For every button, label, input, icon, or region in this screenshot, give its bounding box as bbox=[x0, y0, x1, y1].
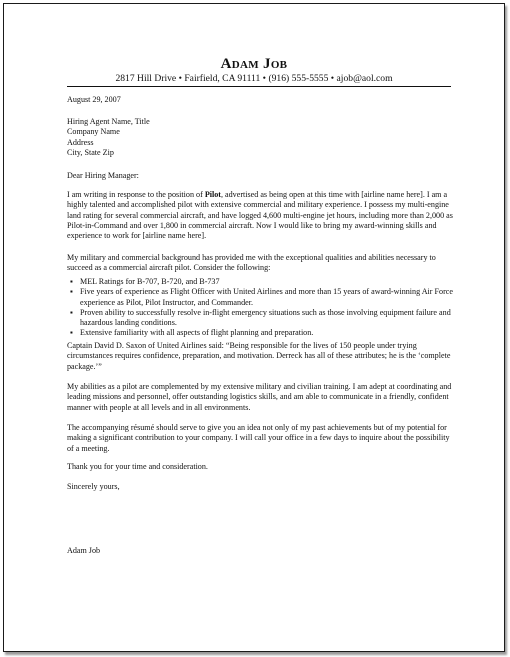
salutation: Dear Hiring Manager: bbox=[67, 171, 139, 180]
paragraph-background: My military and commercial background has provided me with the exceptional qualities and abilities necessary to succeed as a commercial aircraft pilot. Consider the following: bbox=[67, 253, 436, 273]
letter-page bbox=[3, 3, 505, 652]
header-rule bbox=[67, 86, 451, 87]
recipient-line: Address bbox=[67, 137, 94, 147]
sender-name: Adam Job bbox=[220, 56, 288, 72]
recipient-line: Company Name bbox=[67, 127, 120, 137]
closing: Sincerely yours, bbox=[67, 482, 120, 491]
letter-date: August 29, 2007 bbox=[67, 95, 121, 104]
list-item: ▪ Extensive familiarity with all aspects of flight planning and preparation. bbox=[67, 328, 455, 338]
list-item: ▪ Proven ability to successfully resolve in-flight emergency situations such as those involving equipment failure and hazardous landing conditions. bbox=[67, 308, 455, 329]
position-title: Pilot bbox=[204, 190, 221, 199]
intro-text: I am writing in response to the position of bbox=[67, 190, 205, 199]
list-item: ▪ Five years of experience as Flight Officer with United Airlines and more than 15 years of award-winning Air Force experience as Pilot, Pilot Instructor, and Commander. bbox=[67, 287, 455, 308]
list-item: ▪ MEL Ratings for B-707, B-720, and B-737 bbox=[67, 277, 455, 287]
paragraph-intro bbox=[67, 190, 455, 241]
paragraph-testimonial: Captain David D. Saxon of United Airlines said: “Being responsible for the lives of 150 people under trying circumstances requires confidence, preparation, and motivation. Derreck has all of these attributes; he is the ‘complete package.’” bbox=[67, 341, 451, 371]
qualifications-list bbox=[67, 277, 455, 339]
recipient-address bbox=[67, 117, 455, 158]
sender-contact-line: 2817 Hill Drive • Fairfield, CA 91111 • (916) 555-5555 • ajob@aol.com bbox=[115, 73, 393, 84]
paragraph-closing: The accompanying résumé should serve to give you an idea not only of my past achievements but of my potential for making a significant contribution to your company. I will call your office in a few days to inquire about the possibility of a meeting. bbox=[67, 423, 450, 453]
signature-name: Adam Job bbox=[67, 546, 101, 555]
paragraph-thanks: Thank you for your time and consideration. bbox=[67, 462, 208, 471]
intro-text-cont: , advertised as being open at this time with [airline name here]. I am a highly talented and accomplished pilot with extensive commercial and military experience. I possess my multi-engine land rating for several commercial aircraft, and have logged 4,600 multi-engine jet hours, including more than 2,000 as Pilot-in-Command and over 1,800 in commercial aircraft. Now I would like to bring my award-winning skills and experience to work for [airline name here]. bbox=[67, 190, 453, 241]
recipient-line: Hiring Agent Name, Title bbox=[67, 117, 150, 126]
recipient-line: City, State Zip bbox=[67, 147, 114, 157]
paragraph-abilities: My abilities as a pilot are complemented by my extensive military and civilian training. I am adept at coordinating and leading missions and personnel, offer outstanding logistics skills, and am able to communicate in a friendly, confident manner with people at all levels and in all environments. bbox=[67, 382, 452, 412]
